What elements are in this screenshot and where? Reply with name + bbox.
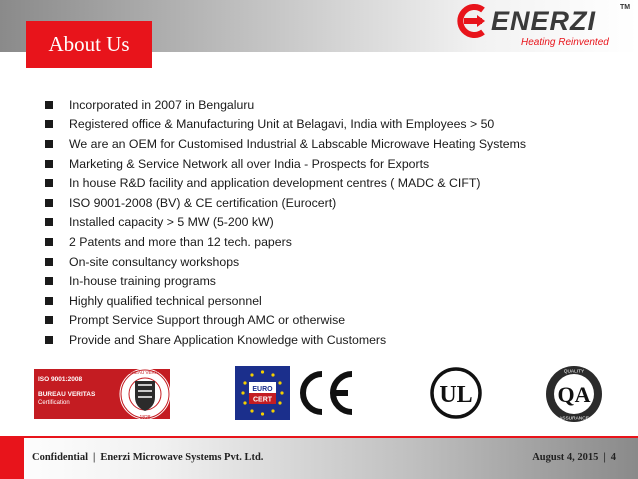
footer-company-info: [32, 452, 263, 463]
square-bullet-icon: [45, 316, 53, 324]
list-item: [45, 115, 625, 135]
list-item: [45, 213, 625, 233]
enerzi-logo: [455, 4, 630, 54]
ul-label: UL: [439, 382, 473, 408]
bv-name: BUREAU VERITAS: [38, 391, 96, 398]
square-bullet-icon: [45, 218, 53, 226]
bullet-text: In house R&D facility and application development centres ( MADC & CIFT): [69, 176, 481, 191]
footer-accent: [0, 436, 24, 479]
list-item: [45, 330, 625, 350]
square-bullet-icon: [45, 258, 53, 266]
bullet-text: Installed capacity > 5 MW (5-200 kW): [69, 215, 274, 230]
footer-separator: |: [93, 452, 96, 463]
square-bullet-icon: [45, 277, 53, 285]
bullet-text: Registered office & Manufacturing Unit at Belagavi, India with Employees > 50: [69, 117, 495, 132]
eurocert-logo-icon: [235, 366, 290, 420]
bullet-text: Prompt Service Support through AMC or otherwise: [69, 313, 346, 328]
list-item: [45, 173, 625, 193]
page-number: 4: [610, 452, 616, 463]
bureau-veritas-logo: [34, 369, 170, 419]
trademark-symbol: TM: [620, 4, 631, 11]
square-bullet-icon: [45, 179, 53, 187]
square-bullet-icon: [45, 101, 53, 109]
bv-seal-text: BUREAU VERITAS: [125, 370, 165, 375]
bv-standard: ISO 9001:2008: [38, 376, 83, 383]
enerzi-e-icon: [455, 4, 489, 38]
bullet-text: On-site consultancy workshops: [69, 254, 240, 269]
footer-date-page: [532, 452, 616, 463]
list-item: [45, 134, 625, 154]
bullet-text: Marketing & Service Network all over India - Prospects for Exports: [69, 156, 430, 171]
ce-mark-icon: [296, 370, 356, 416]
square-bullet-icon: [45, 297, 53, 305]
bv-subtitle: Certification: [38, 400, 70, 406]
eurocert-line2: CERT: [252, 396, 273, 404]
logo-name: ENERZI: [491, 5, 597, 36]
bureau-veritas-seal-icon: [118, 367, 172, 421]
list-item: [45, 193, 625, 213]
slide-title: About Us: [26, 21, 152, 68]
list-item: [45, 232, 625, 252]
square-bullet-icon: [45, 120, 53, 128]
bullet-text: In-house training programs: [69, 274, 216, 289]
list-item: [45, 311, 625, 331]
certification-logos: [0, 358, 638, 428]
qa-ring-bottom: ASSURANCE: [559, 416, 589, 422]
bullet-text: We are an OEM for Customised Industrial & Labscable Microwave Heating Systems: [69, 136, 526, 151]
list-item: [45, 271, 625, 291]
logo-tagline: Heating Reinvented: [521, 37, 609, 48]
square-bullet-icon: [45, 140, 53, 148]
company-name: Enerzi Microwave Systems Pvt. Ltd.: [100, 452, 264, 463]
list-item: [45, 291, 625, 311]
confidential-label: Confidential: [32, 452, 89, 463]
qa-ring-top: QUALITY: [563, 369, 585, 375]
footer-bar: [0, 436, 638, 479]
bullet-text: Incorporated in 2007 in Bengaluru: [69, 97, 255, 112]
square-bullet-icon: [45, 238, 53, 246]
footer-separator: |: [603, 452, 606, 463]
footer-date: August 4, 2015: [532, 452, 599, 463]
list-item: [45, 154, 625, 174]
bullet-text: ISO 9001-2008 (BV) & CE certification (Eurocert): [69, 195, 337, 210]
list-item: [45, 252, 625, 272]
bv-seal-year: 1828: [139, 415, 151, 421]
bullet-text: Provide and Share Application Knowledge with Customers: [69, 332, 387, 347]
square-bullet-icon: [45, 160, 53, 168]
bullet-list: [45, 95, 625, 350]
bullet-text: Highly qualified technical personnel: [69, 293, 262, 308]
square-bullet-icon: [45, 336, 53, 344]
square-bullet-icon: [45, 199, 53, 207]
bullet-text: 2 Patents and more than 12 tech. papers: [69, 234, 292, 249]
qa-label: QA: [557, 382, 591, 407]
list-item: [45, 95, 625, 115]
ul-mark-icon: [430, 367, 482, 419]
quality-assurance-icon: [544, 364, 604, 424]
eurocert-line1: EURO: [252, 386, 273, 393]
